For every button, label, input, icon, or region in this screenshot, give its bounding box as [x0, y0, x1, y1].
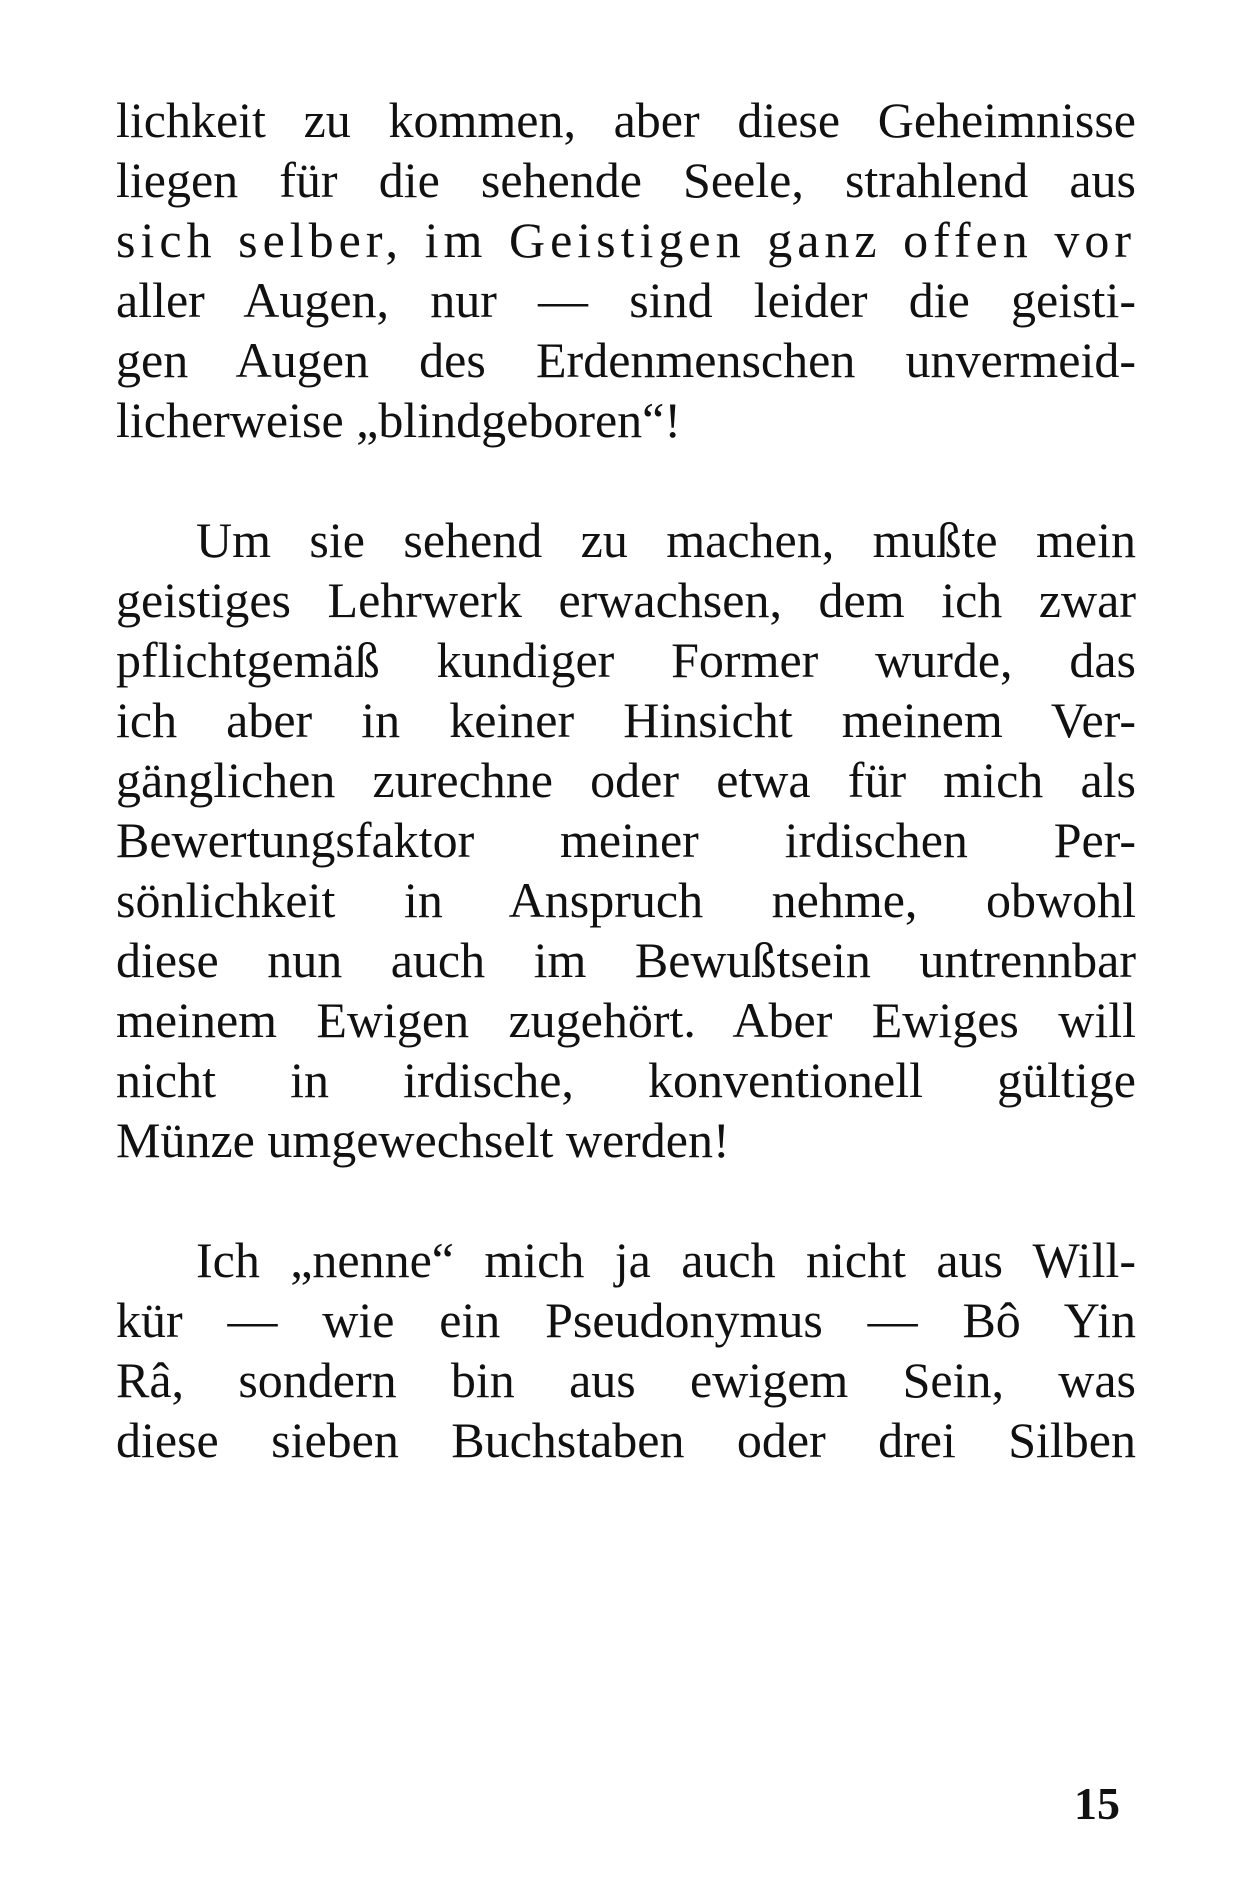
- text-line: diese nun auch im Bewußtsein untrennbar: [116, 932, 1136, 988]
- text-line: gen Augen des Erdenmenschen unvermeid-: [116, 332, 1136, 388]
- text-line: Râ, sondern bin aus ewigem Sein, was: [116, 1352, 1136, 1408]
- text-line: meinem Ewigen zugehört. Aber Ewiges will: [116, 992, 1136, 1048]
- text-line: pflichtgemäß kundiger Former wurde, das: [116, 632, 1136, 688]
- text-line: Münze umgewechselt werden!: [116, 1112, 730, 1168]
- text-line: geistiges Lehrwerk erwachsen, dem ich zwar: [116, 572, 1136, 628]
- text-line: licherweise „blindgeboren“!: [116, 392, 682, 448]
- text-line: sönlichkeit in Anspruch nehme, obwohl: [116, 872, 1136, 928]
- text-line: liegen für die sehende Seele, strahlend aus: [116, 152, 1136, 208]
- text-line: Um sie sehend zu machen, mußte mein: [196, 512, 1136, 568]
- text-line: aller Augen, nur — sind leider die geisti-: [116, 272, 1136, 328]
- text-line: kür — wie ein Pseudonymus — Bô Yin: [116, 1292, 1136, 1348]
- text-line: gänglichen zurechne oder etwa für mich als: [116, 752, 1136, 808]
- text-line: lichkeit zu kommen, aber diese Geheimnisse: [116, 92, 1136, 148]
- text-line: sich selber, im Geistigen ganz offen vor: [116, 212, 1136, 268]
- text-line: ich aber in keiner Hinsicht meinem Ver-: [116, 692, 1136, 748]
- text-line: diese sieben Buchstaben oder drei Silben: [116, 1412, 1136, 1468]
- text-line: nicht in irdische, konventionell gültige: [116, 1052, 1136, 1108]
- text-line: Ich „nenne“ mich ja auch nicht aus Will-: [196, 1232, 1136, 1288]
- page-number: 15: [1074, 1778, 1120, 1829]
- text-line: Bewertungsfaktor meiner irdischen Per-: [116, 812, 1136, 868]
